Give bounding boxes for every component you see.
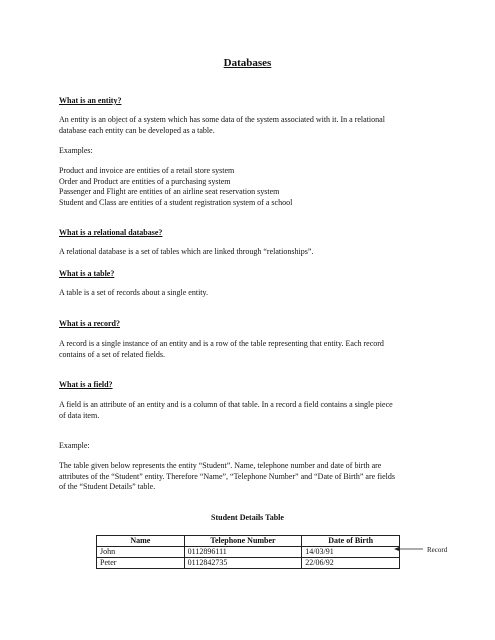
heading-entity: What is an entity? bbox=[59, 96, 122, 105]
example-item: Student and Class are entities of a student registration system of a school bbox=[59, 197, 293, 207]
paragraph-line: A field is an attribute of an entity and is a column of that table. In a record a field contains a single piece bbox=[59, 400, 393, 409]
column-header-date-of-birth: Date of Birth bbox=[302, 536, 400, 547]
paragraph-line: attributes of the “Student” entity. Therefore “Name”, “Telephone Number” and “Date of Birth” are fields bbox=[59, 471, 395, 481]
table-cell: 0112896111 bbox=[184, 547, 302, 558]
heading-relational-database: What is a relational database? bbox=[59, 228, 163, 237]
page-title: Databases bbox=[223, 57, 272, 69]
paragraph-relational-database bbox=[59, 247, 439, 258]
table-cell: Peter bbox=[97, 558, 185, 569]
example-item: Passenger and Flight are entities of an airline seat reservation system bbox=[59, 187, 280, 196]
record-arrow-icon bbox=[394, 544, 424, 554]
table-cell: John bbox=[97, 547, 185, 558]
table-cell: 14/03/91 bbox=[302, 547, 400, 558]
paragraph-record bbox=[59, 339, 439, 360]
record-label: Record bbox=[427, 546, 448, 554]
table-row bbox=[97, 547, 400, 558]
examples-list bbox=[59, 166, 439, 208]
paragraph-table bbox=[59, 288, 439, 299]
column-header-telephone: Telephone Number bbox=[184, 536, 302, 547]
paragraph-line: A relational database is a set of tables which are linked through “relationships”. bbox=[59, 247, 314, 256]
table-caption: Student Details Table bbox=[211, 513, 284, 522]
paragraph-line: database each entity can be developed as a table. bbox=[59, 125, 215, 135]
column-header-name: Name bbox=[97, 536, 185, 547]
paragraph-line: A record is a single instance of an entity and is a row of the table representing that entity. Each record bbox=[59, 339, 384, 348]
example-item: Order and Product are entities of a purchasing system bbox=[59, 176, 231, 186]
table-header-row bbox=[97, 536, 400, 547]
heading-field: What is a field? bbox=[59, 380, 113, 389]
paragraph-line: The table given below represents the entity “Student”. Name, telephone number and date of birth are bbox=[59, 461, 382, 470]
paragraph-field bbox=[59, 400, 439, 421]
paragraph-line: of the “Student Details” table. bbox=[59, 482, 156, 491]
student-details-table bbox=[96, 535, 400, 569]
table-cell: 22/06/92 bbox=[302, 558, 400, 569]
paragraph-example bbox=[59, 461, 439, 493]
paragraph-line: contains of a set of related fields. bbox=[59, 349, 165, 359]
paragraph-line: A table is a set of records about a single entity. bbox=[59, 288, 208, 297]
table-row bbox=[97, 558, 400, 569]
example-item: Product and invoice are entities of a retail store system bbox=[59, 166, 235, 175]
example-label: Example: bbox=[59, 441, 90, 450]
heading-record: What is a record? bbox=[59, 319, 120, 328]
examples-label: Examples: bbox=[59, 146, 93, 155]
paragraph-line: An entity is an object of a system which has some data of the system associated with it. In a relational bbox=[59, 115, 385, 124]
table-cell: 0112842735 bbox=[184, 558, 302, 569]
paragraph-entity bbox=[59, 115, 439, 136]
paragraph-line: of data item. bbox=[59, 410, 100, 420]
heading-table: What is a table? bbox=[59, 269, 115, 278]
